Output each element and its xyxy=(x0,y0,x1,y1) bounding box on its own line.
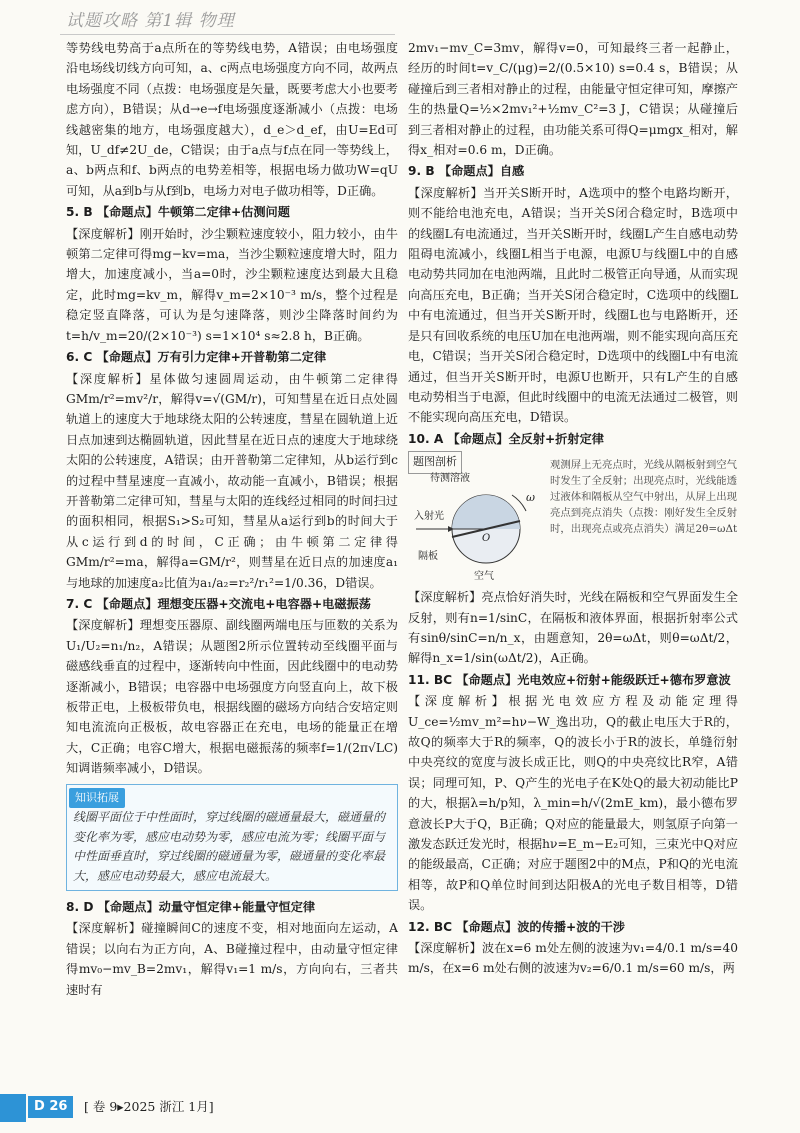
q8-heading: 8. D 【命题点】动量守恒定律+能量守恒定律 xyxy=(66,900,316,915)
label-partition: 隔板 xyxy=(418,551,438,563)
footer-issue-label: [ 卷 9▸2025 浙江 1月] xyxy=(84,1099,214,1114)
q7-analysis: 【深度解析】理想变压器原、副线圈两端电压与匝数的关系为U₁/U₂=n₁/n₂，A错误；从题图2所示位置转动至线圈平面与磁感线垂直的过程中，逐渐转向中性面，因此线圈中的电动势逐渐减小，B错误；电容器中电场强度方向竖直向上，故下极板带正电，上极板带负电，根据线圈的磁场方向结合安培定则知电流流向正极板，故电容器正在充电，电场的能量正在增大，C正确；电容C增大，根据电磁振荡的频率f=1/(2π√LC)知调谐频率减小，D错误。 xyxy=(66,618,398,776)
q6-heading: 6. C 【命题点】万有引力定律+开普勒第二定律 xyxy=(66,350,327,365)
knowledge-extension-box xyxy=(66,784,398,891)
q10-analysis: 【深度解析】亮点恰好消失时，光线在隔板和空气界面发生全反射，则有n=1/sinC，在隔板和液体界面，根据折射率公式有sinθ/sinC=n/n_x，由题意知，2θ=ωΔt，则θ=ωΔt/2，解得n_x=1/sin(ωΔt/2)，A正确。 xyxy=(408,590,738,666)
label-incident-ray: 入射光 xyxy=(414,511,444,523)
right-column xyxy=(408,38,738,980)
page-number: D 26 xyxy=(28,1096,73,1118)
q5-analysis: 【深度解析】刚开始时，沙尘颗粒速度较小，阻力较小，由牛顿第二定律可得mg−kv=ma，当沙尘颗粒速度增大时，阻力增大，加速度减小，当a=0时，沙尘颗粒速度达到最大且稳定，此时mg=kv_m，解得v_m=2×10⁻³ m/s，整个过程是稳定竖直降落，可认为是匀速降落，则沙尘降落时间约为t=h/v_m=20/(2×10⁻³) s=1×10⁴ s≈2.8 h，B正确。 xyxy=(66,226,398,343)
refraction-diagram xyxy=(408,471,548,583)
q12-heading: 12. BC 【命题点】波的传播+波的干涉 xyxy=(408,919,625,934)
rotation-arc xyxy=(512,495,526,511)
q5-heading: 5. B 【命题点】牛顿第二定律+估测问题 xyxy=(66,205,290,220)
q11-heading: 11. BC 【命题点】光电效应+衍射+能级跃迁+德布罗意波 xyxy=(408,672,731,687)
running-header: 试题攻略 第1辑 物理 xyxy=(66,11,235,31)
knowledge-extension-title: 知识拓展 xyxy=(69,788,125,808)
q12-analysis: 【深度解析】波在x=6 m处左侧的波速为v₁=4/0.1 m/s=40 m/s，在x=6 m处右侧的波速为v₂=6/0.1 m/s=60 m/s，两 xyxy=(408,941,738,976)
q8-continuation: 2mv₁−mv_C=3mv，解得v=0，可知最终三者一起静止，经历的时间t=v_C/(μg)=2/(0.5×10) s=0.4 s，B错误；从碰撞后到三者相对静止的过程，由能量守恒定律可知，摩擦产生的热量Q=½×2mv₁²+½mv_C²=3 J，C错误；从碰撞后到三者相对静止的过程，由功能关系可得Q=μmgx_相对，解得x_相对=0.6 m，D正确。 xyxy=(408,41,738,158)
q9-heading: 9. B 【命题点】自感 xyxy=(408,164,525,179)
q7-heading: 7. C 【命题点】理想变压器+交流电+电容器+电磁振荡 xyxy=(66,596,371,611)
q8-analysis: 【深度解析】碰撞瞬间C的速度不变，相对地面向左运动，A错误；以向右为正方向，A、B碰撞过程中，由动量守恒定律得mv₀−mv_B=2mv₁，解得v₁=1 m/s，方向向右，三者共速时有 xyxy=(66,921,398,997)
q4-continuation: 等势线电势高于a点所在的等势线电势，A错误；由电场强度沿电场线切线方向可知，a、c两点电场强度方向不同，故两点电场强度不同（点拨：电场强度是矢量，既要考虑大小也要考虑方向），B错误；从d→e→f电场强度逐渐减小（点拨：电场线越密集的地方，电场强度越大），d_e＞d_ef，由U=Ed可知，U_df≠2U_de，C错误；由于a点与f点在同一等势线上，a、b两点和f、b两点的电势差相等，根据电场力做功W=qU可知，从a到b与从f到b，电场力对电子做功相等，D正确。 xyxy=(66,41,398,198)
knowledge-extension-text: 线圈平面位于中性面时，穿过线圈的磁通量最大，磁通量的变化率为零，感应电动势为零，感应电流为零；线圈平面与中性面垂直时，穿过线圈的磁通量为零，磁通量的变化率最大，感应电动势最大，感应电流最大。 xyxy=(73,810,386,883)
header-rule xyxy=(60,34,395,35)
q11-analysis: 【深度解析】根据光电效应方程及动能定理得U_ce=½mv_m²=hν−W_逸出功，Q的截止电压大于R的，故Q的频率大于R的频率，Q的波长小于R的波长，单缝衍射中央亮纹的宽度与波长成正比，则Q的中央亮纹比R窄，A错误；同理可知，P、Q产生的光电子在K处Q的最大初动能比P的大，根据λ=h/p知，λ_min=h/√(2mE_km)，最小德布罗意波长P大于Q，B正确；Q对应的能量最大，则氢原子向第一激发态跃迁发光时，根据hν=E_m−E₂可知，三束光中Q对应的能级最高，C正确；对应于题图2中的M点，P和Q的光电流相等，故P和Q单位时间到达阳极A的光电子数目相等，D错误。 xyxy=(408,694,738,913)
figure-analysis-title: 题图剖析 xyxy=(408,451,462,473)
label-omega: ω xyxy=(526,491,535,505)
left-column xyxy=(66,38,398,1001)
footer-accent-bar xyxy=(0,1094,26,1122)
figure-analysis xyxy=(408,451,738,583)
label-center-O: O xyxy=(482,533,491,545)
label-liquid: 待测溶液 xyxy=(430,473,470,485)
q10-heading: 10. A 【命题点】全反射+折射定律 xyxy=(408,431,604,446)
q6-analysis: 【深度解析】星体做匀速圆周运动，由牛顿第二定律得GMm/r²=mv²/r，解得v=√(GM/r)，可知彗星在近日点处圆轨道上的速度大于地球绕太阳的公转速度，彗星在圆轨道上近日点加速到达椭圆轨道，因此彗星在近日点的速度大于地球绕太阳的公转速度，A错误；由开普勒第二定律知，从b运行到c的过程中彗星速度一直减小，故动能一直减小，B错误；根据开普勒第二定律可知，彗星与太阳的连线经过相同的时间扫过的面积相同，根据S₁>S₂可知，彗星从a运行到b的时间大于从c运行到d的时间，C正确；由牛顿第二定律得GMm/r²=ma，解得a=GM/r²，则彗星在近日点的加速度a₁与地球的加速度a₂比值为a₁/a₂=r₂²/r₁²=1/0.36，D错误。 xyxy=(66,371,398,590)
figure-analysis-text: 观测屏上无亮点时，光线从隔板射到空气时发生了全反射；出现亮点时，光线能透过液体和隔板从空气中射出，从屏上出现亮点到亮点消失（点拨：刚好发生全反射时，出现亮点或亮点消失）满足2θ=ωΔt xyxy=(550,459,738,536)
label-air: 空气 xyxy=(474,571,494,583)
q9-analysis: 【深度解析】当开关S断开时，A选项中的整个电路均断开，则不能给电池充电，A错误；当开关S闭合稳定时，B选项中的线圈L有电流通过，当开关S断开时，线圈L产生自感电动势阻碍电流减小，线圈L相当于电源，电源U与线圈L中的自感电动势共同加在电池两端，且此时二极管正向导通，从而实现向高压充电，B正确；当开关S闭合稳定时，C选项中的线圈L中有电流通过，但当开关S断开时，线圈L也与电路断开，还是只有回收系统的电压U加在电池两端，则不能实现向高压充电，C错误；当开关S闭合稳定时，D选项中的线圈L中有电流通过，但当开关S断开时，电源U也断开，只有L产生的自感电动势相当于电源，但此时线圈中的电流无法通过二极管，则不能实现向高压充电，D错误。 xyxy=(408,185,738,425)
